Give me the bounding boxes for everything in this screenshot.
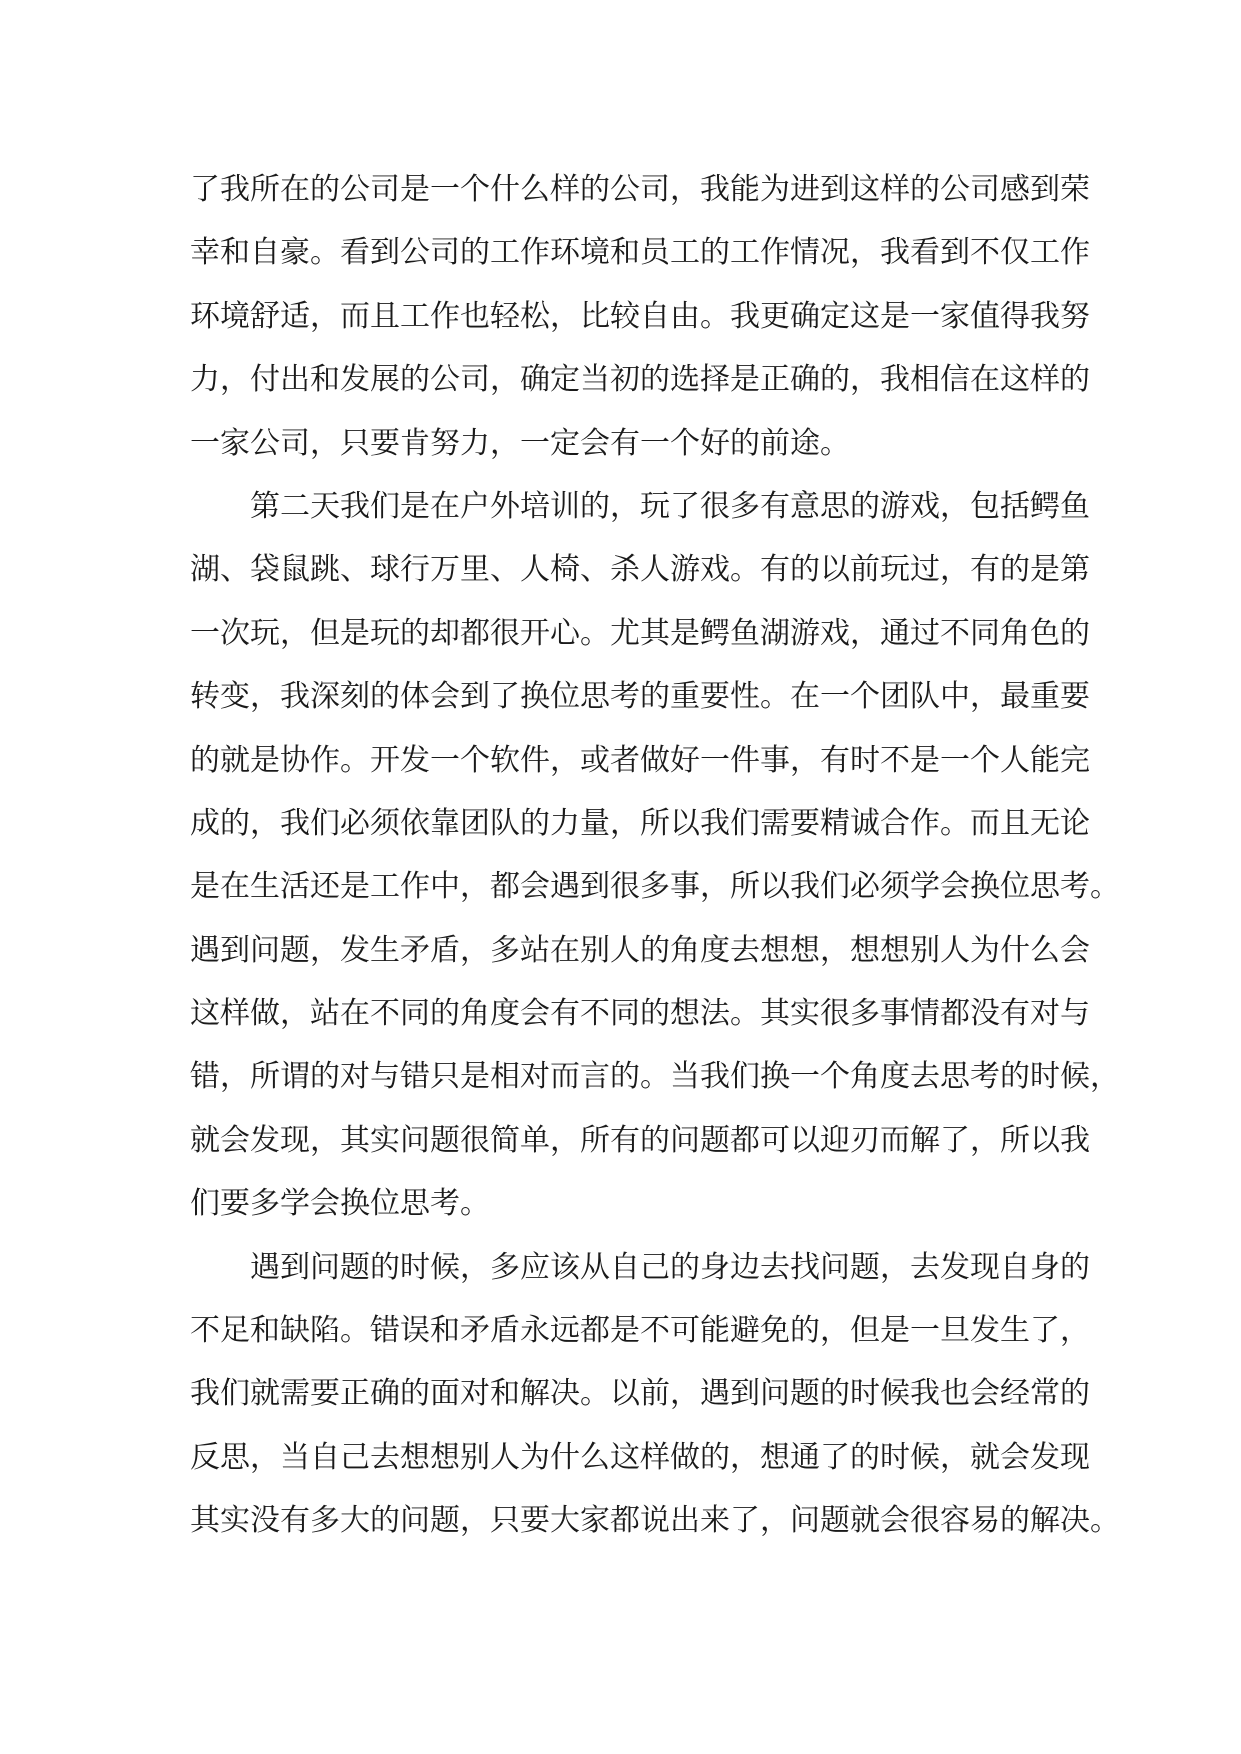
text-line: 成的，我们必须依靠团队的力量，所以我们需要精诚合作。而且无论 (190, 805, 1090, 841)
text-line: 遇到问题，发生矛盾，多站在别人的角度去想想，想想别人为什么会 (190, 932, 1090, 968)
paragraph-2 (190, 475, 1120, 1236)
text-line: 我们就需要正确的面对和解决。以前，遇到问题的时候我也会经常的 (190, 1376, 1090, 1412)
text-line: 遇到问题的时候，多应该从自己的身边去找问题，去发现自身的 (250, 1249, 1090, 1285)
paragraph-1 (190, 158, 1090, 475)
text-line: 们要多学会换位思考。 (190, 1186, 490, 1222)
text-line: 是在生活还是工作中，都会遇到很多事，所以我们必须学会换位思考。 (190, 869, 1120, 905)
text-line: 第二天我们是在户外培训的，玩了很多有意思的游戏，包括鳄鱼 (250, 488, 1090, 524)
text-line: 了我所在的公司是一个什么样的公司，我能为进到这样的公司感到荣 (190, 172, 1090, 207)
text-line: 这样做，站在不同的角度会有不同的想法。其实很多事情都没有对与 (190, 996, 1090, 1032)
text-line: 的就是协作。开发一个软件，或者做好一件事，有时不是一个人能完 (190, 742, 1090, 778)
text-line: 一次玩，但是玩的却都很开心。尤其是鳄鱼湖游戏，通过不同角色的 (190, 615, 1090, 651)
text-line: 一家公司，只要肯努力，一定会有一个好的前途。 (190, 425, 850, 461)
text-line: 幸和自豪。看到公司的工作环境和员工的工作情况，我看到不仅工作 (190, 235, 1090, 271)
text-line: 其实没有多大的问题，只要大家都说出来了，问题就会很容易的解决。 (190, 1503, 1120, 1539)
text-line: 力，付出和发展的公司，确定当初的选择是正确的，我相信在这样的 (190, 362, 1090, 398)
text-line: 反思，当自己去想想别人为什么这样做的，想通了的时候，就会发现 (190, 1439, 1090, 1475)
text-line: 就会发现，其实问题很简单，所有的问题都可以迎刃而解了，所以我 (190, 1122, 1090, 1158)
document-body (190, 158, 1120, 1553)
text-line: 转变，我深刻的体会到了换位思考的重要性。在一个团队中，最重要 (190, 679, 1090, 715)
text-line: 环境舒适，而且工作也轻松，比较自由。我更确定这是一家值得我努 (190, 298, 1090, 334)
paragraph-3 (190, 1236, 1120, 1553)
text-line: 错，所谓的对与错只是相对而言的。当我们换一个角度去思考的时候， (190, 1059, 1120, 1095)
text-line: 湖、袋鼠跳、球行万里、人椅、杀人游戏。有的以前玩过，有的是第 (190, 552, 1090, 588)
text-line: 不足和缺陷。错误和矛盾永远都是不可能避免的，但是一旦发生了， (190, 1313, 1090, 1349)
